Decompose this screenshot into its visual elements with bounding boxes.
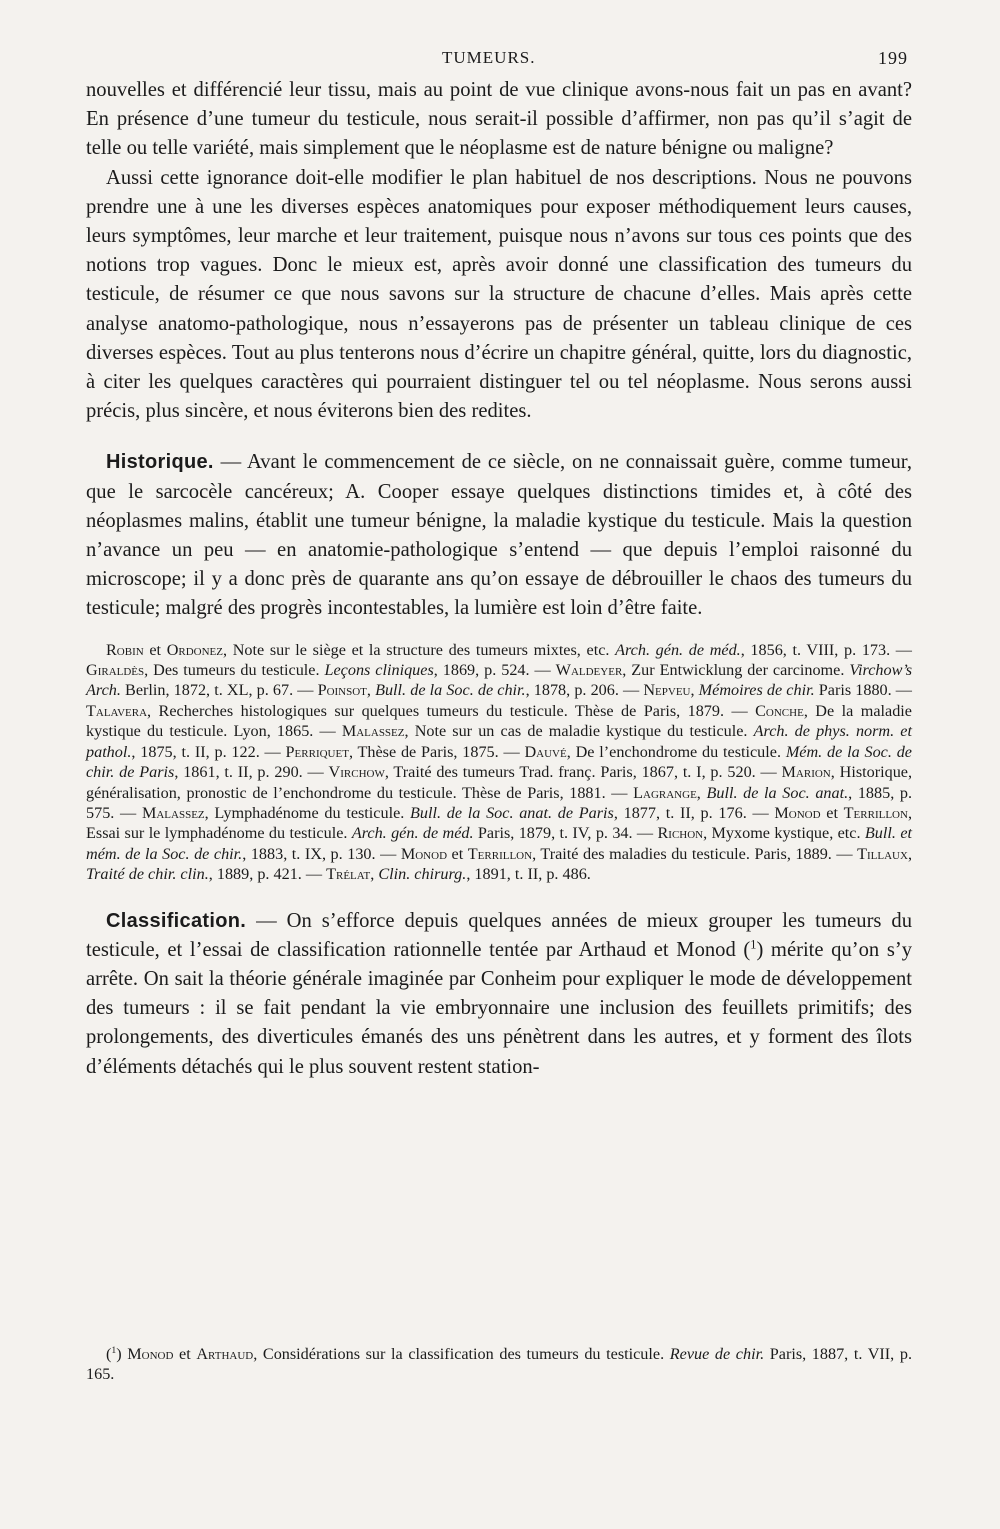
reference-text: , 1883, t. IX, p. 130. —	[242, 844, 401, 863]
reference-text: ,	[690, 681, 699, 700]
reference-text: , Traité des maladies du testicule. Paris, 1889. —	[532, 844, 858, 863]
reference-author: Monod	[400, 844, 448, 863]
reference-journal: Arch. gén. de méd.	[615, 640, 741, 659]
reference-author: Tillaux	[857, 844, 908, 863]
reference-author: Conche	[755, 701, 804, 720]
book-page	[86, 48, 912, 1082]
reference-text: Berlin, 1872, t. XL, p. 67. —	[120, 681, 318, 700]
reference-author: Robin	[106, 640, 144, 659]
reference-author: Dauvé	[524, 742, 567, 761]
reference-journal: Mém. de la Soc. de chir. de Paris	[86, 742, 912, 782]
reference-text: ,	[370, 865, 379, 884]
reference-author: Ordonez	[166, 640, 224, 659]
classification-heading: Classification.	[106, 909, 247, 932]
reference-text: , Lymphadénome du testicule.	[204, 803, 411, 822]
reference-journal: Leçons cliniques	[324, 661, 434, 680]
reference-journal: Arch. de phys. norm. et pathol.	[86, 722, 912, 761]
reference-author: Terrillon	[467, 844, 533, 863]
footnote-joiner: et	[173, 1345, 197, 1363]
reference-journal: Arch. gén. de méd.	[351, 824, 474, 843]
reference-author: Marion	[781, 763, 831, 782]
reference-text: , De la maladie kystique du testicule. Lyon, 1865. —	[86, 701, 912, 741]
footnote-author: Monod	[127, 1345, 174, 1363]
reference-text: ,	[696, 783, 707, 802]
classification-text-1: — On s’efforce depuis quelques années de mieux grouper les tumeurs du testicule, et l’essai de classification rationnelle tentée par Arthaud et Monod (	[86, 909, 912, 961]
reference-author: Waldeyer	[555, 661, 623, 680]
reference-text: , 1856, t. VIII, p. 173. —	[740, 640, 912, 659]
reference-text: , Note sur le siège et la structure des tumeurs mixtes, etc.	[223, 640, 616, 659]
reference-journal: Clin. chirurg.	[378, 865, 467, 884]
reference-author: Terrillon	[843, 803, 908, 822]
reference-author: Talavera	[86, 701, 148, 720]
reference-text: , Historique, généralisation, pronostic de l’enchondrome du testicule. Thèse de Paris, 1881. —	[86, 763, 913, 802]
reference-text: , Myxome kystique, etc.	[703, 824, 865, 843]
reference-author: Malassez	[341, 722, 405, 741]
historique-paragraph	[86, 448, 912, 623]
reference-text: et	[143, 640, 167, 659]
reference-text: Paris 1880. —	[814, 681, 912, 700]
footnote-mark: 1	[111, 1345, 117, 1357]
reference-text: , Note sur un cas de maladie kystique du testicule.	[404, 722, 754, 741]
reference-text: , 1885, p. 575. —	[86, 783, 913, 822]
running-header	[86, 48, 912, 76]
classification-paragraph	[86, 907, 912, 1082]
reference-text: , 1878, p. 206. —	[525, 681, 644, 700]
reference-text: , 1869, p. 524. —	[433, 661, 556, 680]
classification-text-2: ) mérite qu’on s’y arrête. On sait la théorie générale imaginée par Conheim pour expliquer le mode de développement des tumeurs : il se fait pendant la vie embryonnaire une inclusion des feuillets primitifs; des prolongements, des diverticules émanés des uns pénètrent dans les autres, et y forment des îlots d’éléments détachés qui le plus souvent restent station-	[86, 938, 912, 1078]
reference-text: , 1891, t. II, p. 486.	[466, 865, 591, 884]
reference-text: , 1877, t. II, p. 176. —	[613, 803, 775, 822]
reference-author: Richon	[657, 824, 704, 843]
reference-text: , 1861, t. II, p. 290. —	[174, 763, 329, 782]
reference-author: Poinsot	[317, 681, 367, 700]
reference-journal: Traité de chir. clin.	[86, 865, 209, 884]
reference-journal: Bull. de la Soc. de chir.	[375, 681, 526, 700]
reference-text: , Thèse de Paris, 1875. —	[348, 742, 525, 761]
reference-author: Virchow	[328, 763, 385, 782]
footnote-tail: Paris, 1887, t. VII, p. 165.	[86, 1345, 912, 1384]
historique-text: — Avant le commencement de ce siècle, on ne connaissait guère, comme tumeur, que le sarcocèle cancéreux; A. Cooper essaye quelques distinctions timides et, à côté des néoplasmes malins, établit une tumeur bénigne, la maladie kystique du testicule. Mais la question n’avance un peu — en anatomie-pathologique s’entend — que depuis l’emploi raisonné du microscope; il y a donc près de quarante ans qu’on essaye de débrouiller le chaos des tumeurs du testicule; malgré des progrès incontestables, la lumière est loin d’être faite.	[86, 451, 912, 620]
reference-text: , Recherches histologiques sur quelques tumeurs du testicule. Thèse de Paris, 1879. —	[147, 701, 756, 720]
reference-text: ,	[907, 844, 912, 863]
reference-text: , De l’enchondrome du testicule.	[566, 742, 786, 761]
paragraph-plan: Aussi cette ignorance doit-elle modifier le plan habituel de nos descriptions. Nous ne pouvons prendre une à une les diverses espèces anatomiques pour exposer méthodiquement leurs causes, leurs symptômes, leur marche et leur traitement, puisque nous n’avons sur tous ces points que des notions trop vagues. Donc le mieux est, après avoir donné une classification des tumeurs du testicule, de résumer ce que nous savons sur la structure de chacune d’elles. Mais après cette analyse anatomo-pathologique, nous n’essayerons pas de présenter un tableau clinique de ces diverses espèces. Tout au plus tenterons nous d’écrire un chapitre général, quitte, lors du diagnostic, à citer les quelques caractères qui pourraient distinguer tel ou tel néoplasme. Nous serons aussi précis, plus sincère, et nous éviterons bien des redites.	[86, 166, 912, 423]
reference-journal: Virchow’s Arch.	[86, 661, 912, 700]
reference-text: , 1875, t. II, p. 122. —	[131, 742, 286, 761]
reference-author: Malassez	[141, 803, 205, 822]
running-title: TUMEURS.	[442, 48, 536, 67]
footnote-journal: Revue de chir.	[669, 1345, 765, 1363]
reference-text: , 1889, p. 421. —	[208, 865, 327, 884]
reference-text: et	[447, 844, 468, 863]
reference-text: , Zur Entwicklung der carcinome.	[622, 661, 850, 680]
reference-author: Perriquet	[285, 742, 349, 761]
reference-author: Giraldès	[86, 661, 145, 680]
reference-author: Nepveu	[643, 681, 691, 700]
bibliography-references	[86, 640, 912, 885]
reference-text: , Des tumeurs du testicule.	[144, 661, 325, 680]
footnote-area	[86, 1344, 912, 1385]
reference-text: Paris, 1879, t. IV, p. 34. —	[473, 824, 658, 843]
reference-author: Trélat	[326, 865, 371, 884]
reference-text: , Traité des tumeurs Trad. franç. Paris, 1867, t. I, p. 520. —	[384, 763, 782, 782]
footnote: ($^1$) Monod et Arthaud, Considérations sur la classification des tumeurs du testicule. Revue de chir. Paris, 1887, t. VII, p. 165.	[86, 1345, 912, 1384]
historique-heading: Historique.	[106, 451, 214, 474]
reference-journal: Bull. de la Soc. anat. de Paris	[410, 803, 614, 822]
reference-author: Monod	[774, 803, 821, 822]
reference-text: et	[820, 803, 844, 822]
reference-author: Lagrange	[633, 783, 697, 802]
reference-journal: Bull. de la Soc. anat.	[706, 783, 849, 802]
page-number: 199	[878, 48, 908, 68]
footnote-author: Arthaud	[196, 1345, 254, 1363]
footnote-ref-mark: 1	[750, 937, 757, 952]
reference-journal: Mémoires de chir.	[698, 681, 815, 700]
reference-text: ,	[366, 681, 376, 700]
reference-text: , Essai sur le lymphadénome du testicule.	[86, 803, 912, 843]
paragraph-continuation: nouvelles et différencié leur tissu, mais au point de vue clinique avons-nous fait un pas en avant? En présence d’une tumeur du testicule, nous serait-il possible d’affirmer, non pas qu’il s’agit de telle ou telle variété, mais simplement que le néoplasme est de nature bénigne ou maligne?	[86, 79, 912, 160]
footnote-text: , Considérations sur la classification des tumeurs du testicule.	[253, 1345, 670, 1363]
reference-journal: Bull. et mém. de la Soc. de chir.	[86, 824, 912, 863]
